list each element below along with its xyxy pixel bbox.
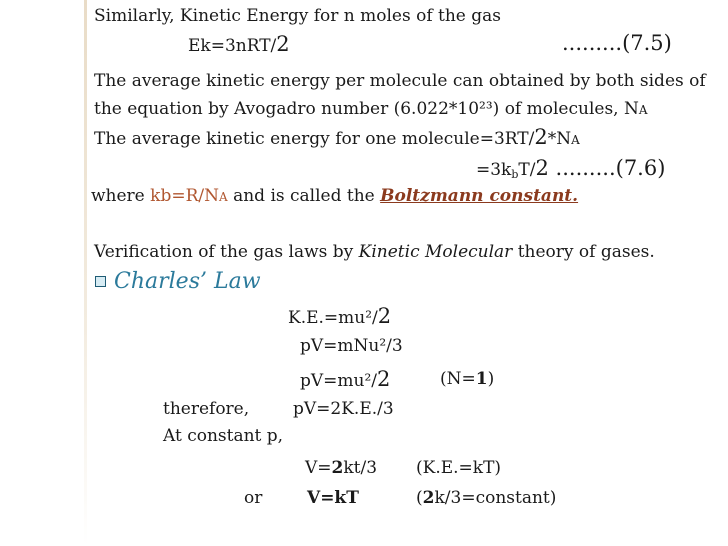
equation-pv-2ke: pV=2K.E./3 — [293, 399, 394, 419]
equation-7-6: $=3k_bT/2$ .........(7.6) — [476, 156, 666, 181]
equation-v-2kt: V=2kt/3 — [305, 458, 378, 478]
label-at-constant-p: At constant p, — [163, 426, 284, 446]
line-boltzmann-definition: where kb=R/NA and is called the Boltzmann constant. — [91, 186, 579, 206]
line-kinetic-energy-intro: Similarly, Kinetic Energy for n moles of the gas — [94, 6, 502, 26]
label-or: or — [244, 488, 263, 508]
line-verification: Verification of the gas laws by Kinetic Molecular theory of gases. — [94, 242, 655, 262]
equation-number-7-5: .........(7.5) — [562, 31, 672, 55]
condition-2k3-constant: (2k/3=constant) — [416, 488, 557, 508]
line-average-ke-per-molecule: The average kinetic energy per molecule can obtained by both sides of — [94, 71, 706, 91]
decorative-rule — [84, 0, 87, 546]
equation-ek: Ek=3nRT/2 — [188, 32, 290, 56]
label-therefore: therefore, — [163, 399, 250, 419]
equation-v-kt: V=kT — [307, 488, 359, 508]
checkbox-bullet-icon — [95, 276, 106, 287]
condition-ke-kt: (K.E.=kT) — [416, 458, 502, 478]
boltzmann-constant-term: Boltzmann constant. — [380, 186, 579, 206]
line-avogadro: the equation by Avogadro number (6.022*10²³) of molecules, NA — [94, 99, 648, 119]
equation-pv-mu2: pV=mu²/2 — [300, 367, 391, 391]
heading-charles-law: Charles’ Law — [95, 270, 261, 295]
equation-ke: K.E.=mu²/2 — [288, 304, 392, 328]
equation-pv-mnu2: pV=mNu²/3 — [300, 336, 403, 356]
line-ke-one-molecule: The average kinetic energy for one molecule=3RT/2*NA — [94, 125, 580, 149]
condition-n-equals-1: (N=1) — [440, 369, 495, 389]
